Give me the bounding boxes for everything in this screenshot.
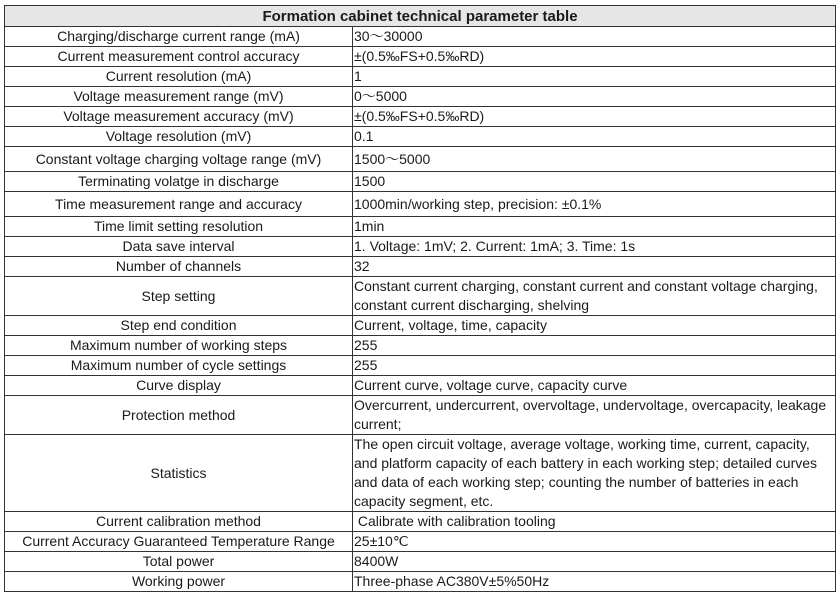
param-value: ±(0.5‰FS+0.5‰RD) <box>353 47 836 67</box>
param-name: Voltage measurement accuracy (mV) <box>5 107 353 127</box>
table-row <box>5 376 836 396</box>
param-name: Protection method <box>5 396 353 435</box>
table-row <box>5 512 836 532</box>
param-name: Time limit setting resolution <box>5 217 353 237</box>
param-name: Current measurement control accuracy <box>5 47 353 67</box>
table-row <box>5 277 836 316</box>
param-name: Time measurement range and accuracy <box>5 192 353 217</box>
param-name: Step end condition <box>5 316 353 336</box>
param-value: 1000min/working step, precision: ±0.1% <box>353 192 836 217</box>
table-row <box>5 336 836 356</box>
param-name: Maximum number of cycle settings <box>5 356 353 376</box>
param-name: Charging/discharge current range (mA) <box>5 27 353 47</box>
param-value: 32 <box>353 257 836 277</box>
param-value: 1 <box>353 67 836 87</box>
param-name: Current resolution (mA) <box>5 67 353 87</box>
param-name: Current calibration method <box>5 512 353 532</box>
param-value: ±(0.5‰FS+0.5‰RD) <box>353 107 836 127</box>
param-name: Terminating volatge in discharge <box>5 172 353 192</box>
param-value: 1500 <box>353 172 836 192</box>
param-name: Number of channels <box>5 257 353 277</box>
param-value: Overcurrent, undercurrent, overvoltage, undervoltage, overcapacity, leakage current; <box>353 396 836 435</box>
table-row <box>5 27 836 47</box>
param-name: Statistics <box>5 435 353 512</box>
table-row <box>5 257 836 277</box>
table-row <box>5 316 836 336</box>
param-value: Constant current charging, constant current and constant voltage charging, constant current discharging, shelving <box>353 277 836 316</box>
param-name: Constant voltage charging voltage range (mV) <box>5 147 353 172</box>
param-value: 0.1 <box>353 127 836 147</box>
param-name: Maximum number of working steps <box>5 336 353 356</box>
param-value: The open circuit voltage, average voltage, working time, current, capacity, and platform capacity of each battery in each working step; detailed curves and data of each working step; counting the number of batteries in each capacity segment, etc. <box>353 435 836 512</box>
param-value: 8400W <box>353 552 836 572</box>
param-value: 1500～5000 <box>353 147 836 172</box>
table-row <box>5 172 836 192</box>
param-name: Current Accuracy Guaranteed Temperature Range <box>5 532 353 552</box>
param-name: Voltage resolution (mV) <box>5 127 353 147</box>
table-row <box>5 127 836 147</box>
table-row <box>5 396 836 435</box>
param-name: Working power <box>5 572 353 592</box>
param-name: Step setting <box>5 277 353 316</box>
param-name: Voltage measurement range (mV) <box>5 87 353 107</box>
param-value: Calibrate with calibration tooling <box>353 512 836 532</box>
table-row <box>5 107 836 127</box>
table-row <box>5 435 836 512</box>
param-value: Current, voltage, time, capacity <box>353 316 836 336</box>
param-value: 1. Voltage: 1mV; 2. Current: 1mA; 3. Time: 1s <box>353 237 836 257</box>
table-row <box>5 192 836 217</box>
table-row <box>5 217 836 237</box>
param-value: 0～5000 <box>353 87 836 107</box>
param-name: Data save interval <box>5 237 353 257</box>
param-value: 255 <box>353 356 836 376</box>
param-name: Total power <box>5 552 353 572</box>
param-value: 25±10℃ <box>353 532 836 552</box>
table-row <box>5 356 836 376</box>
table-row <box>5 237 836 257</box>
table-row <box>5 532 836 552</box>
param-value: Three-phase AC380V±5%50Hz <box>353 572 836 592</box>
table-row <box>5 47 836 67</box>
param-value: Current curve, voltage curve, capacity curve <box>353 376 836 396</box>
table-row <box>5 87 836 107</box>
table-title: Formation cabinet technical parameter table <box>5 6 836 27</box>
table-row <box>5 552 836 572</box>
param-name: Curve display <box>5 376 353 396</box>
parameter-table <box>4 5 836 592</box>
param-value: 255 <box>353 336 836 356</box>
table-row <box>5 147 836 172</box>
param-value: 1min <box>353 217 836 237</box>
table-row <box>5 572 836 592</box>
param-value: 30～30000 <box>353 27 836 47</box>
table-row <box>5 67 836 87</box>
